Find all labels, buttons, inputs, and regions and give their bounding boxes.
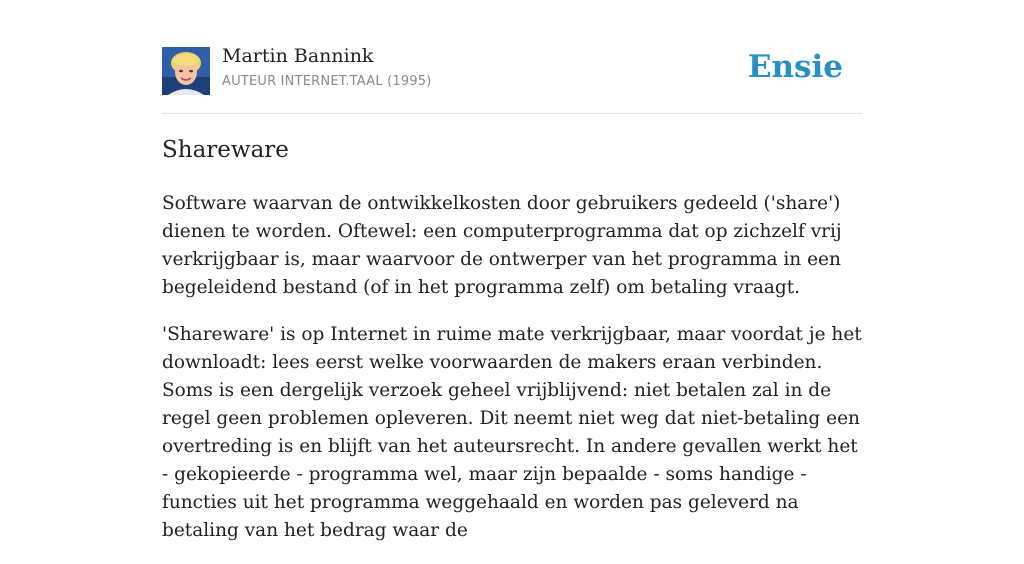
author-subtitle: AUTEUR INTERNET.TAAL (1995) [222,74,432,89]
article-paragraph: 'Shareware' is op Internet in ruime mate verkrijgbaar, maar voordat je het downloadt: lees eerst welke voorwaarden de makers eraan verbinden. Soms is een dergelijk verzoek geheel vrijblijvend: niet betalen zal in de regel geen problemen opleveren. Dit neemt niet weg dat niet-betaling een overtreding is en blijft van het auteursrecht. In andere gevallen werkt het - gekopieerde - programma wel, maar zijn bepaalde - soms handige - functies uit het programma weggehaald en worden pas geleverd na betaling van het bedrag waar de [162,324,862,541]
author-photo-icon [162,47,210,95]
header [162,0,862,114]
article-body [162,190,862,564]
article-paragraph: Software waarvan de ontwikkelkosten door gebruikers gedeeld ('share') dienen te worden. Oftewel: een computerprogramma dat op zichzelf vrij verkrijgbaar is, maar waarvoor de ontwerper van het programma in een begeleidend bestand (of in het programma zelf) om betaling vraagt. [162,193,842,298]
article-title: Shareware [162,137,289,163]
content-container [162,0,862,541]
author-avatar[interactable] [162,47,210,95]
brand-logo[interactable]: Ensie [747,49,843,85]
author-name[interactable]: Martin Bannink [222,45,374,67]
